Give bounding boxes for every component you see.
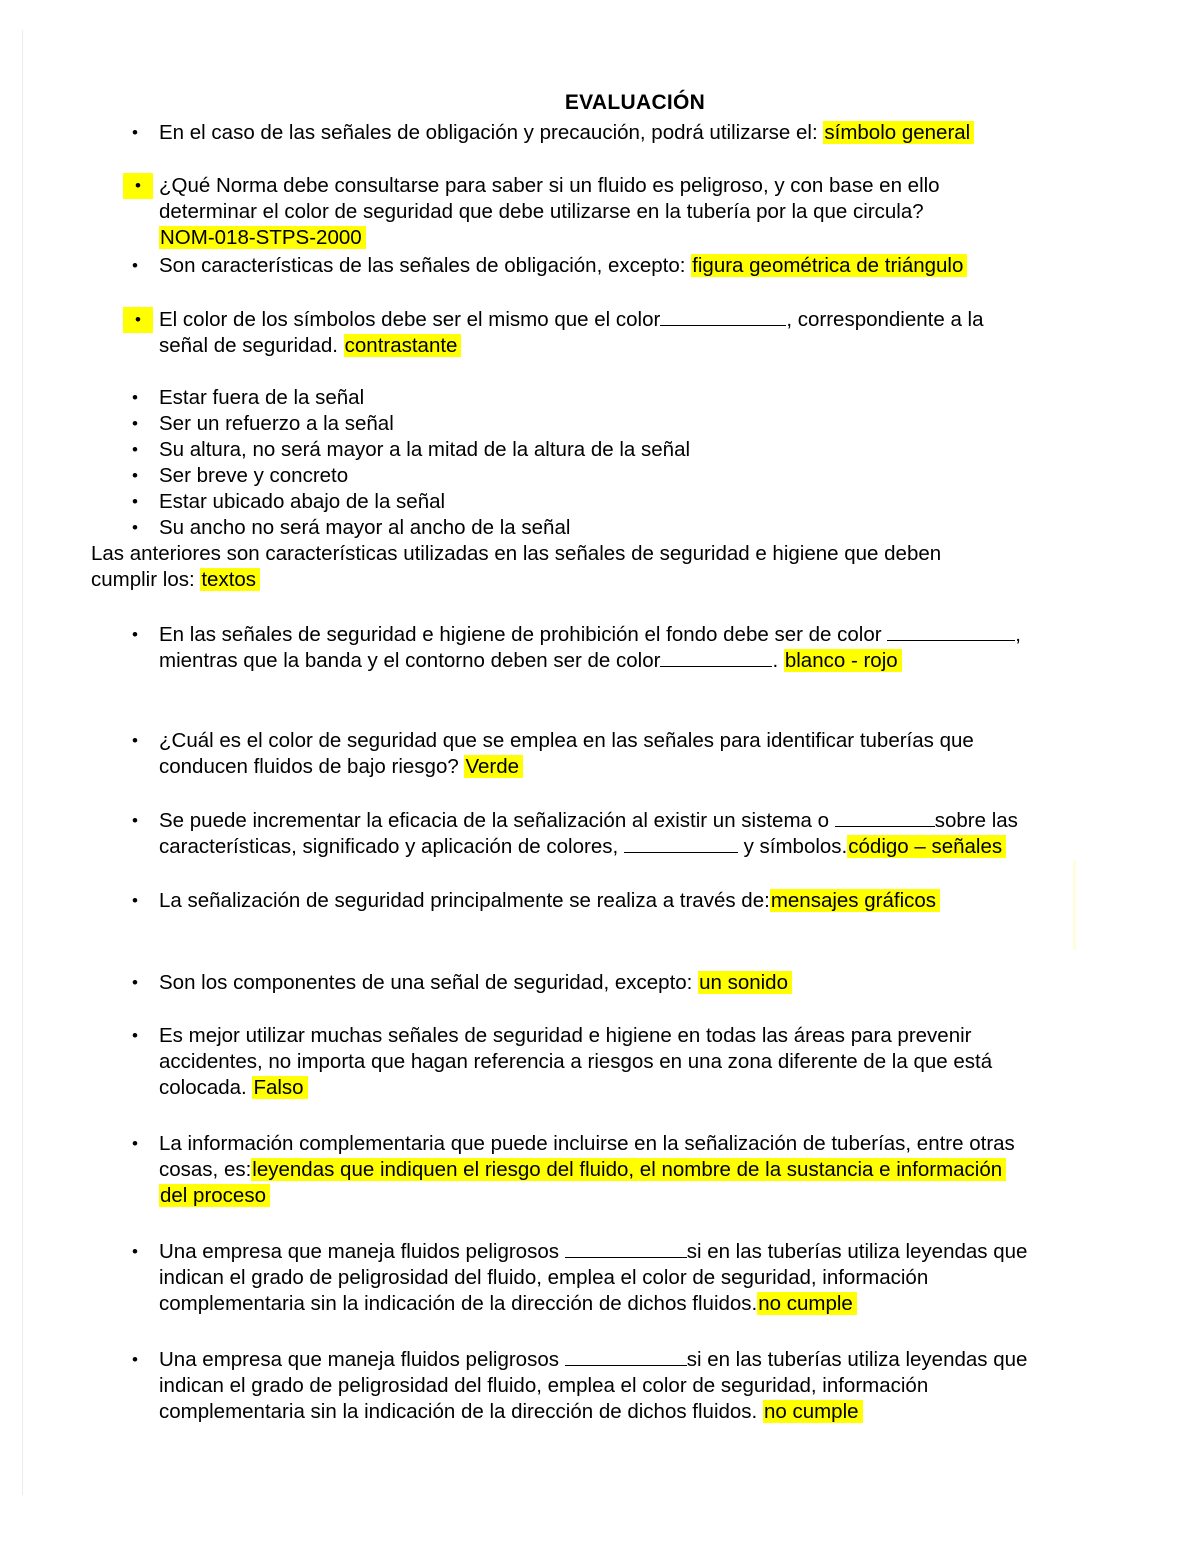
- answer-highlight: del proceso: [159, 1184, 270, 1207]
- list-item-text: Estar ubicado abajo de la señal: [159, 490, 446, 513]
- bullet-icon: •: [132, 973, 138, 992]
- question-text: características, significado y aplicación de colores,: [159, 835, 624, 859]
- summary-text: Las anteriores son características utilizadas en las señales de seguridad e higiene que deben: [91, 542, 942, 565]
- question-text: colocada.: [159, 1076, 253, 1100]
- answer-highlight: símbolo general: [823, 121, 974, 144]
- answer-highlight: blanco - rojo: [784, 649, 902, 672]
- question-2: [135, 173, 1119, 252]
- bullet-icon: •: [132, 891, 138, 910]
- page-edge-line: [22, 30, 23, 1495]
- list-summary: [91, 541, 1091, 593]
- question-3: [132, 253, 1119, 279]
- question-text: Una empresa que maneja fluidos peligrosos: [159, 1240, 565, 1263]
- bullet-icon: •: [132, 731, 138, 750]
- question-text: determinar el color de seguridad que debe utilizarse en la tubería por la que circula?: [159, 200, 924, 224]
- answer-blank: [835, 808, 935, 827]
- question-text: señal de seguridad.: [159, 334, 344, 358]
- question-text: Se puede incrementar la eficacia de la señalización al existir un sistema o: [159, 809, 835, 832]
- answer-highlight: leyendas que indiquen el riesgo del fluido, el nombre de la sustancia e información: [251, 1158, 1006, 1181]
- list-item: [132, 437, 1119, 463]
- bullet-icon: •: [123, 307, 153, 333]
- bullet-icon: •: [132, 1350, 138, 1369]
- bullet-icon: •: [132, 466, 138, 485]
- answer-highlight: contrastante: [344, 334, 462, 357]
- list-item-text: Estar fuera de la señal: [159, 386, 365, 409]
- answer-blank: [624, 834, 738, 853]
- question-text: mientras que la banda y el contorno deben ser de color: [159, 649, 661, 673]
- question-text: , correspondiente a la: [786, 308, 984, 331]
- question-text: Son características de las señales de obligación, excepto:: [159, 254, 692, 277]
- summary-text: cumplir los:: [91, 568, 201, 592]
- bullet-icon: •: [132, 388, 138, 407]
- answer-blank: [565, 1239, 687, 1258]
- question-text: Son los componentes de una señal de seguridad, excepto:: [159, 971, 699, 994]
- question-text: indican el grado de peligrosidad del fluido, emplea el color de seguridad, información: [159, 1374, 929, 1398]
- list-item: [132, 463, 1119, 489]
- question-text: sobre las: [934, 809, 1018, 832]
- question-text: accidentes, no importa que hagan referencia a riesgos en una zona diferente de la que está: [159, 1050, 993, 1074]
- page-title: EVALUACIÓN: [564, 91, 706, 114]
- question-text: La señalización de seguridad principalmente se realiza a través de:: [159, 889, 770, 912]
- list-item-text: Ser un refuerzo a la señal: [159, 412, 394, 435]
- list-item: [132, 515, 1119, 541]
- question-text: .: [772, 649, 784, 673]
- answer-blank: [565, 1347, 687, 1366]
- answer-highlight: no cumple: [763, 1400, 863, 1423]
- answer-highlight: figura geométrica de triángulo: [691, 254, 967, 277]
- question-text: complementaria sin la indicación de la dirección de dichos fluidos.: [159, 1292, 758, 1316]
- answer-blank: [887, 622, 1015, 641]
- answer-highlight: NOM-018-STPS-2000: [159, 226, 366, 249]
- question-text: si en las tuberías utiliza leyendas que: [686, 1348, 1028, 1371]
- bullet-icon: •: [132, 1134, 138, 1153]
- list-item: [132, 489, 1119, 515]
- list-item: [132, 411, 1119, 437]
- question-text: El color de los símbolos debe ser el mismo que el color: [159, 308, 661, 331]
- answer-highlight: código – señales: [847, 835, 1006, 858]
- question-7: [132, 808, 1119, 860]
- bullet-icon: •: [132, 256, 138, 275]
- list-item-text: Ser breve y concreto: [159, 464, 349, 487]
- question-11: [132, 1131, 1119, 1210]
- answer-highlight: Verde: [464, 755, 523, 778]
- question-text: Es mejor utilizar muchas señales de seguridad e higiene en todas las áreas para prevenir: [159, 1024, 972, 1047]
- question-text: En las señales de seguridad e higiene de prohibición el fondo debe ser de color: [159, 623, 888, 646]
- list-item-text: Su altura, no será mayor a la mitad de la altura de la señal: [159, 438, 691, 461]
- bullet-icon: •: [132, 414, 138, 433]
- bullet-icon: •: [123, 173, 153, 199]
- bullet-icon: •: [132, 1026, 138, 1045]
- question-text: ¿Qué Norma debe consultarse para saber si un fluido es peligroso, y con base en ello: [159, 174, 940, 197]
- answer-blank: [660, 648, 772, 667]
- bullet-icon: •: [132, 625, 138, 644]
- question-text: cosas, es:: [159, 1158, 252, 1182]
- question-4: [135, 307, 1119, 359]
- question-text: complementaria sin la indicación de la dirección de dichos fluidos.: [159, 1400, 763, 1424]
- question-8: [132, 888, 1119, 914]
- question-text: conducen fluidos de bajo riesgo?: [159, 755, 465, 779]
- bullet-icon: •: [132, 518, 138, 537]
- question-text: si en las tuberías utiliza leyendas que: [686, 1240, 1028, 1263]
- question-13: [132, 1347, 1119, 1426]
- list-item-text: Su ancho no será mayor al ancho de la señal: [159, 516, 571, 539]
- bullet-icon: •: [132, 123, 138, 142]
- answer-blank: [660, 307, 786, 326]
- bullet-icon: •: [132, 440, 138, 459]
- question-text: La información complementaria que puede incluirse en la señalización de tuberías, entre otras: [159, 1132, 1015, 1155]
- question-text: Una empresa que maneja fluidos peligrosos: [159, 1348, 565, 1371]
- answer-highlight: un sonido: [698, 971, 792, 994]
- question-text: ¿Cuál es el color de seguridad que se emplea en las señales para identificar tuberías que: [159, 729, 974, 752]
- question-5: [132, 622, 1119, 674]
- answer-highlight: mensajes gráficos: [770, 889, 940, 912]
- question-12: [132, 1239, 1119, 1318]
- answer-highlight: Falso: [252, 1076, 307, 1099]
- question-6: [132, 728, 1119, 780]
- question-text: indican el grado de peligrosidad del fluido, emplea el color de seguridad, información: [159, 1266, 929, 1290]
- question-text: En el caso de las señales de obligación y precaución, podrá utilizarse el:: [159, 121, 824, 144]
- question-10: [132, 1023, 1119, 1102]
- question-9: [132, 970, 1119, 996]
- question-text: y símbolos.: [737, 835, 848, 859]
- question-1: [132, 120, 1119, 146]
- answer-highlight: no cumple: [757, 1292, 857, 1315]
- bullet-icon: •: [132, 1242, 138, 1261]
- bullet-icon: •: [132, 811, 138, 830]
- bullet-icon: •: [132, 492, 138, 511]
- answer-highlight: textos: [200, 568, 260, 591]
- question-text: ,: [1015, 623, 1021, 646]
- list-item: [132, 385, 1119, 411]
